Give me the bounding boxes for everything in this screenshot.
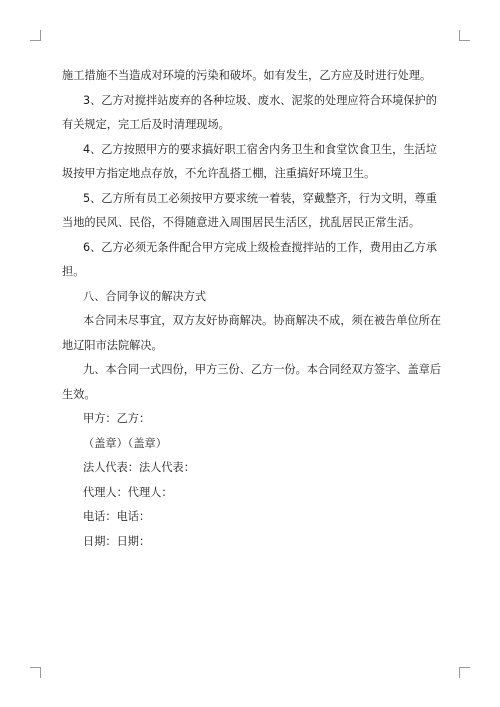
- corner-mark-bottom-right: [459, 667, 470, 678]
- clause-3: 3、乙方对搅拌站废弃的各种垃圾、废水、泥浆的处理应符合环境保护的有关规定，完工后及时清理现场。: [62, 93, 437, 131]
- corner-mark-bottom-left: [30, 667, 41, 678]
- clause-5: 5、乙方所有员工必须按甲方要求统一着装，穿戴整齐，行为文明，尊重当地的民风、民俗，不得随意进入周围居民生活区，扰乱居民正常生活。: [62, 191, 437, 229]
- dispute-resolution-text: 本合同未尽事宜，双方友好协商解决。协商解决不成，须在被告单位所在地辽阳市法院解决。: [62, 314, 442, 352]
- section-heading-8: 八、合同争议的解决方式: [83, 289, 207, 303]
- clause-4: 4、乙方按照甲方的要求搞好职工宿舍内务卫生和食堂饮食卫生，生活垃圾按甲方指定地点存放，不允许乱搭工棚，注重搞好环境卫生。: [62, 142, 437, 180]
- signature-seals: （盖章）（盖章）: [83, 436, 167, 450]
- document-body: [62, 64, 442, 554]
- corner-mark-top-left: [30, 30, 41, 41]
- section-heading-9: 九、本合同一式四份，甲方三份、乙方一份。本合同经双方签字、盖章后生效。: [62, 363, 442, 401]
- signature-agent: 代理人：代理人：: [83, 485, 173, 499]
- paragraph-continuation: 施工措施不当造成对环境的污染和破坏。如有发生，乙方应及时进行处理。: [62, 69, 432, 82]
- clause-6: 6、乙方必须无条件配合甲方完成上级检查搅拌站的工作，费用由乙方承担。: [62, 240, 437, 278]
- signature-legal-rep: 法人代表：法人代表：: [83, 461, 195, 474]
- corner-mark-top-right: [459, 30, 470, 41]
- signature-date: 日期：日期：: [83, 534, 151, 548]
- signature-parties: 甲方：乙方：: [83, 412, 151, 425]
- signature-phone: 电话：电话：: [83, 510, 151, 523]
